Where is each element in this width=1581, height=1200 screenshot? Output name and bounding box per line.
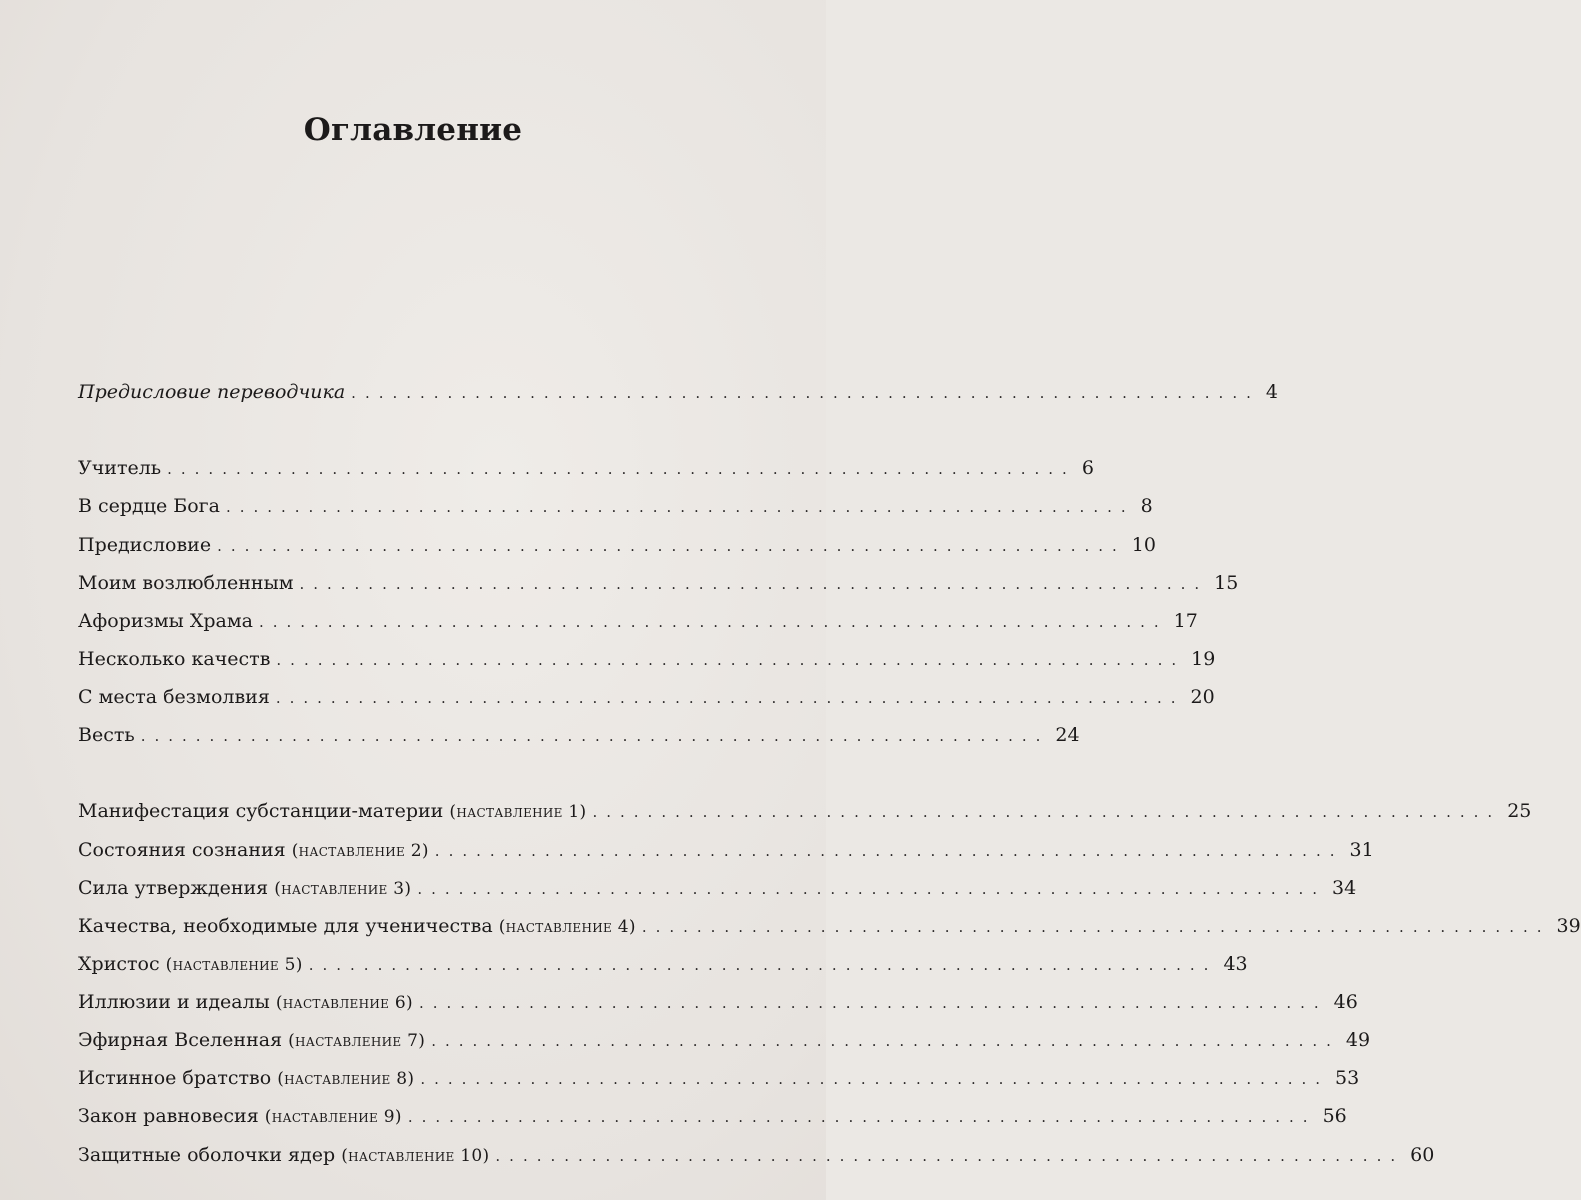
toc-entry-page: 39 (1556, 915, 1581, 937)
toc-entry (78, 1144, 1435, 1174)
toc-entry-note: (наставление 3) (274, 879, 412, 899)
toc-entry-note: (наставление 1) (449, 802, 587, 822)
toc-entry-page: 43 (1223, 953, 1248, 975)
toc-entry-note: (наставление 10) (341, 1146, 490, 1166)
toc-entry (78, 1105, 1347, 1135)
toc-entry-label (78, 991, 413, 1013)
toc-entry-page: 10 (1131, 534, 1156, 556)
toc-entry-label: Весть (78, 724, 135, 746)
toc-entry (78, 572, 1239, 602)
leader-dots: .................................................................. (351, 384, 1260, 402)
toc-entry-label (78, 953, 303, 975)
toc-entry-title: Сила утверждения (78, 877, 269, 899)
toc-entry (78, 495, 1153, 525)
toc-entry-page: 60 (1410, 1144, 1435, 1166)
toc-entry-title: Состояния сознания (78, 839, 286, 861)
toc-entry-page: 34 (1332, 877, 1357, 899)
toc-entry (78, 915, 1581, 945)
toc-entry-page: 25 (1507, 800, 1532, 822)
leader-dots: .................................................................. (417, 880, 1327, 898)
toc-entry (78, 991, 1358, 1021)
toc-entry-note: (наставление 2) (291, 841, 429, 861)
leader-dots: .................................................................. (495, 1147, 1405, 1165)
toc-entry (78, 648, 1216, 678)
leader-dots: .................................................................. (420, 1070, 1330, 1088)
leader-dots: .................................................................. (276, 651, 1186, 669)
leader-dots: .................................................................. (140, 727, 1050, 745)
toc-entry-title: Закон равновесия (78, 1105, 259, 1127)
toc-entry-title: Эфирная Вселенная (78, 1029, 283, 1051)
toc-entry-page: 4 (1265, 381, 1278, 403)
toc-entry-page: 53 (1335, 1067, 1360, 1089)
toc-entry-label (78, 915, 636, 937)
toc-entry (78, 610, 1198, 640)
toc-entry-page: 24 (1055, 724, 1080, 746)
toc-entry-label: В сердце Бога (78, 495, 220, 517)
toc-entry (78, 457, 1094, 487)
toc-entry-title: Иллюзии и идеалы (78, 991, 270, 1013)
toc-entry-label (78, 1144, 489, 1166)
toc-entry-page: 8 (1140, 495, 1153, 517)
toc-entry-label (78, 839, 429, 861)
leader-dots: .................................................................. (217, 537, 1126, 555)
leader-dots: .................................................................. (225, 498, 1135, 516)
toc-entry-page: 31 (1349, 839, 1374, 861)
toc-entry-label: Несколько качеств (78, 648, 271, 670)
toc-entry-page: 6 (1081, 457, 1094, 479)
toc-entry-note: (наставление 7) (288, 1031, 426, 1051)
toc-entry-page: 56 (1322, 1105, 1347, 1127)
leader-dots: .................................................................. (431, 1032, 1340, 1050)
toc-entry-page: 19 (1191, 648, 1216, 670)
toc-entry-label: Учитель (78, 457, 162, 479)
toc-entry-title: Манифестация субстанции-материи (78, 800, 444, 822)
toc-entry (78, 839, 1374, 869)
toc-entry-page: 15 (1214, 572, 1239, 594)
toc-entry (78, 877, 1357, 907)
toc-entry (78, 953, 1248, 983)
leader-dots: .................................................................. (308, 956, 1218, 974)
toc-entry-page: 20 (1190, 686, 1215, 708)
toc-entry (78, 724, 1080, 754)
toc-entry-label: С места безмолвия (78, 686, 270, 708)
toc-entry-label: Афоризмы Храма (78, 610, 253, 632)
toc-entry-title: Истинное братство (78, 1067, 272, 1089)
toc-entry (78, 800, 1532, 830)
toc-entry-note: (наставление 9) (264, 1107, 402, 1127)
leader-dots: .................................................................. (258, 613, 1168, 631)
leader-dots: .................................................................. (641, 918, 1551, 936)
page-title: Оглавление (303, 112, 523, 148)
leader-dots: .................................................................. (407, 1108, 1317, 1126)
toc-entry-title: Защитные оболочки ядер (78, 1144, 336, 1166)
toc-entry-label: Предисловие (78, 534, 212, 556)
leader-dots: .................................................................. (434, 842, 1344, 860)
toc-entry-label (78, 1029, 425, 1051)
toc-entry (78, 381, 1278, 411)
toc-entry-title: Качества, необходимые для ученичества (78, 915, 493, 937)
toc-entry (78, 1029, 1371, 1059)
toc-entry-note: (наставление 5) (165, 955, 303, 975)
toc-entry-label (78, 1105, 402, 1127)
toc-entry (78, 686, 1215, 716)
toc-entry-page: 49 (1345, 1029, 1371, 1051)
toc-entry-note: (наставление 6) (275, 993, 413, 1013)
leader-dots: .................................................................. (592, 803, 1502, 821)
leader-dots: .................................................................. (418, 994, 1328, 1012)
toc-entry (78, 1067, 1360, 1097)
toc-entry-page: 46 (1333, 991, 1358, 1013)
leader-dots: .................................................................. (275, 689, 1185, 707)
toc-entry-label (78, 1067, 414, 1089)
toc-entry-page: 17 (1173, 610, 1198, 632)
leader-dots: .................................................................. (299, 575, 1209, 593)
toc-entry-label (78, 877, 411, 899)
toc-entry-note: (наставление 8) (277, 1069, 415, 1089)
toc-entry-title: Христос (78, 953, 160, 975)
toc-entry-label: Моим возлюбленным (78, 572, 294, 594)
leader-dots: .................................................................. (167, 460, 1076, 478)
toc-entry-label (78, 800, 586, 822)
toc-entry-note: (наставление 4) (498, 917, 636, 937)
toc-entry (78, 534, 1156, 564)
toc-entry-label: Предисловие переводчика (78, 381, 346, 403)
